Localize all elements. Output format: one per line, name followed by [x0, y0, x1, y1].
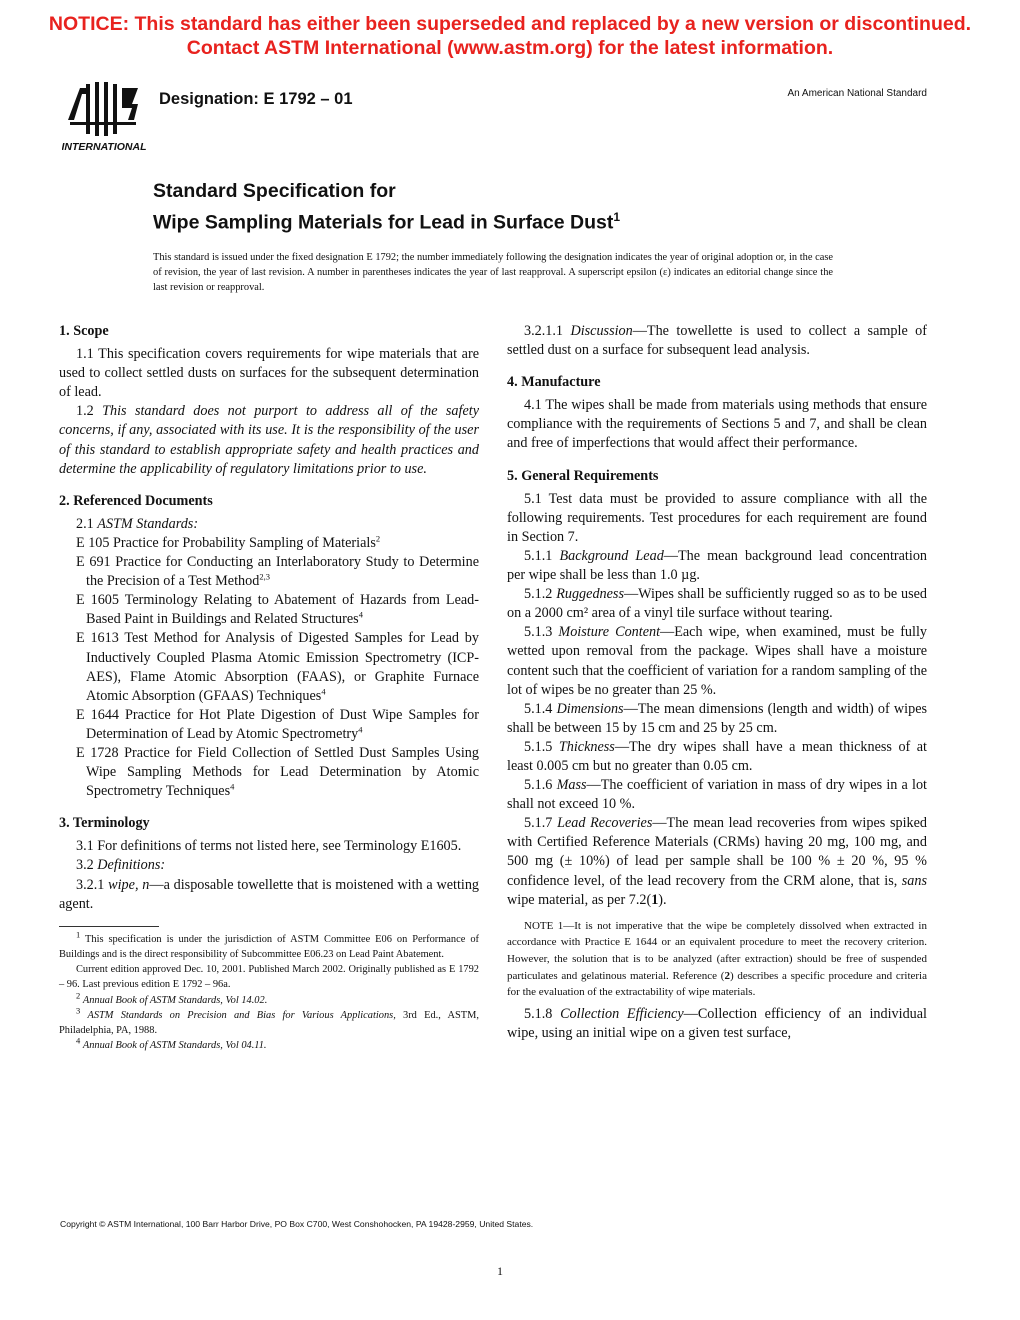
- para-5-1-3: 5.1.3 Moisture Content—Each wipe, when examined, must be fully wetted upon removal from the package. Wipes shall have a moisture content such that the coefficient of variation for a random sampling of the lot of wipes be no greater than 25 %.: [507, 624, 927, 698]
- footnote-rule: [59, 926, 159, 927]
- copyright-line: Copyright © ASTM International, 100 Barr Harbor Drive, PO Box C700, West Conshohocken, PA 19428-2959, United States.: [60, 1219, 534, 1229]
- ref-e105: E 105 Practice for Probability Sampling of Materials$^2$: [76, 533, 381, 551]
- title-footnote-ref: 1: [613, 210, 621, 224]
- preamble: This standard is issued under the fixed designation E 1792; the number immediately following the designation indicates the year of original adoption or, in the case of revision, the year of last revision. A number in parentheses indicates the year of last reapproval. A superscript epsilon (ε) indicates an editorial change since the last revision or reapproval.: [153, 252, 833, 293]
- right-column: [507, 322, 927, 1043]
- para-3-1: 3.1 For definitions of terms not listed here, see Terminology E1605.: [76, 838, 462, 855]
- left-column: [59, 322, 479, 1053]
- para-3-2-1-1: 3.2.1.1 Discussion—The towellette is used to collect a sample of settled dust on a surface for subsequent lead analysis.: [507, 323, 927, 359]
- ref-e1644: E 1644 Practice for Hot Plate Digestion of Dust Wipe Samples for Determination of Lead by Atomic Spectrometry$^4$: [76, 706, 479, 742]
- para-1-1: 1.1 This specification covers requirements for wipe materials that are used to collect settled dusts on surfaces for the subsequent determination of lead.: [59, 346, 479, 401]
- logo-text: INTERNATIONAL: [62, 141, 146, 153]
- para-5-1-6: 5.1.6 Mass—The coefficient of variation in mass of dry wipes in a lot shall not exceed 10 %.: [507, 777, 927, 813]
- page-number: 1: [497, 1264, 503, 1278]
- designation: Designation: E 1792 – 01: [159, 90, 353, 108]
- footnote-1: $^1$ This specification is under the jurisdiction of ASTM Committee E06 on Performance of Buildings and is the direct responsibility of Subcommittee E06.23 on Lead Paint Abatement.: [59, 929, 479, 960]
- section-2-heading: 2. Referenced Documents: [59, 492, 213, 509]
- footnote-4: $^4$ Annual Book of ASTM Standards, Vol 04.11.: [76, 1035, 267, 1052]
- para-1-2: 1.2 This standard does not purport to address all of the safety concerns, if any, associated with its use. It is the responsibility of the user of this standard to establish appropriate safety and health practices and determine the applicability of regulatory limitations prior to use.: [59, 403, 479, 477]
- section-5-heading: 5. General Requirements: [507, 467, 659, 484]
- note-1: NOTE 1—It is not imperative that the wipe be completely dissolved when extracted in accordance with Practice E 1644 or an equivalent procedure to meet the recovery criterion. However, the solution that is to be analyzed (after extraction) should be free of suspended particulates and gelatinous material. Reference (2) describes a specific procedure and criteria for the evaluation of the extractability of wipe materials.: [507, 919, 927, 999]
- title-line-1: Standard Specification for: [153, 180, 396, 202]
- ref-e1605: E 1605 Terminology Relating to Abatement of Hazards from Lead-Based Paint in Buildings and Related Structures$^4$: [76, 592, 479, 628]
- astm-logo-icon: [62, 80, 146, 154]
- para-3-2-1: 3.2.1 wipe, n—a disposable towellette that is moistened with a wetting agent.: [59, 876, 480, 912]
- ref-e1728: E 1728 Practice for Field Collection of Settled Dust Samples Using Wipe Sampling Methods for Lead Determination by Atomic Spectrometry Techniques$^4$: [76, 744, 479, 800]
- ref-e1613: E 1613 Test Method for Analysis of Digested Samples for Lead by Inductively Coupled Plasma Atomic Emission Spectrometry (ICP-AES), Flame Atomic Absorption (FAAS), or Graphite Furnace Atomic Absorption (GFAAS) Techniques$^4$: [76, 630, 479, 704]
- notice-line-2: Contact ASTM International (www.astm.org) for the latest information.: [186, 37, 834, 59]
- section-4-heading: 4. Manufacture: [507, 374, 601, 391]
- para-5-1-5: 5.1.5 Thickness—The dry wipes shall have a mean thickness of at least 0.005 cm but no greater than 0.05 cm.: [507, 738, 927, 774]
- para-5-1-7: 5.1.7 Lead Recoveries—The mean lead recoveries from wipes spiked with Certified Reference Materials (CRMs) having 20 mg, 100 mg, and 500 mg (± 10%) of lead per sample shall be 100 % ± 20 %, 95 % confidence level, of the lead recovery from the CRM alone, that is, sans wipe material, as per 7.2(1).: [507, 815, 928, 908]
- footnote-2: $^2$ Annual Book of ASTM Standards, Vol 14.02.: [76, 990, 268, 1006]
- document-title: [153, 178, 620, 236]
- para-2-1: 2.1 ASTM Standards:: [76, 515, 199, 532]
- para-5-1: 5.1 Test data must be provided to assure compliance with all the following requirements. Test procedures for each requirement are found in Section 7.: [507, 490, 927, 545]
- national-standard-label: An American National Standard: [787, 88, 927, 99]
- footnote-3: $^3$ ASTM Standards on Precision and Bias for Various Applications, 3rd Ed., ASTM, Philadelphia, PA, 1988.: [59, 1005, 479, 1036]
- para-3-2: 3.2 Definitions:: [76, 857, 166, 874]
- notice-line-1: NOTICE: This standard has either been superseded and replaced by a new version or discontinued.: [48, 13, 972, 35]
- footnote-1b: Current edition approved Dec. 10, 2001. Published March 2002. Originally published as E 1792 – 96. Last previous edition E 1792 – 96a.: [59, 964, 479, 991]
- para-5-1-1: 5.1.1 Background Lead—The mean background lead concentration per wipe shall be less than 1.0 µg.: [507, 547, 928, 584]
- supersede-notice: [0, 12, 1020, 60]
- para-5-1-4: 5.1.4 Dimensions—The mean dimensions (length and width) of wipes shall be between 15 by 15 cm and 25 by 25 cm.: [507, 700, 928, 736]
- para-4-1: 4.1 The wipes shall be made from materials using methods that ensure compliance with the requirements of Sections 5 and 7, and shall be clean and free of imperfections that would affect their performance.: [507, 397, 927, 452]
- ref-e691: E 691 Practice for Conducting an Interlaboratory Study to Determine the Precision of a Test Method$^{2,3}$: [76, 554, 479, 590]
- para-5-1-8: 5.1.8 Collection Efficiency—Collection efficiency of an individual wipe, using an initial wipe on a given test surface,: [507, 1005, 927, 1041]
- section-3-heading: 3. Terminology: [59, 815, 150, 832]
- para-5-1-2: 5.1.2 Ruggedness—Wipes shall be sufficiently rugged so as to be used on a 2000 cm² area of a vinyl tile surface without tearing.: [507, 586, 928, 622]
- title-line-2: Wipe Sampling Materials for Lead in Surface Dust: [153, 211, 614, 234]
- section-1-heading: 1. Scope: [59, 323, 109, 339]
